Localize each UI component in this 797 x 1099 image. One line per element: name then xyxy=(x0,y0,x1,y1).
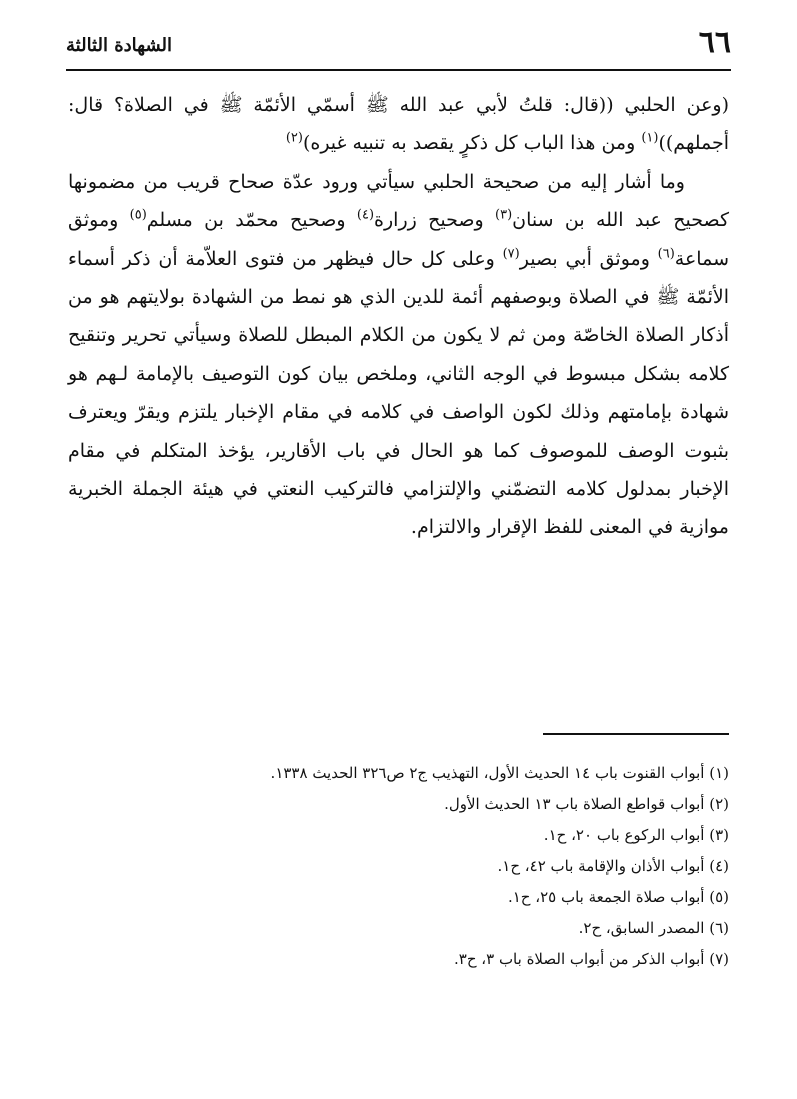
footnote-separator xyxy=(543,733,729,735)
paragraph-quote xyxy=(68,86,729,163)
quote-text-cont: ومن هذا الباب كل ذكرٍ يقصد به تنبيه غيره) xyxy=(302,132,642,155)
discussion-text-5: وموثق أبي بصير xyxy=(519,247,658,270)
discussion-text-4: وموثق سماعة xyxy=(68,209,729,270)
footnote-4: (٤) أبواب الأذان والإقامة باب ٤٢، ح١. xyxy=(497,857,729,875)
footnote-ref-5: (٥) xyxy=(129,207,147,223)
footnote-ref-4: (٤) xyxy=(356,207,375,223)
footnote-6: (٦) المصدر السابق، ح٢. xyxy=(578,919,729,937)
footnote-7: (٧) أبواب الذكر من أبواب الصلاة باب ٣، ح٣. xyxy=(453,950,729,968)
page-header xyxy=(66,26,731,66)
discussion-text-1: وما أشار إليه من صحيحة الحلبي سيأتي ورود عدّة صحاح قريب من مضمونها كصحيح عبد الله بن سنان xyxy=(68,170,730,232)
main-text xyxy=(68,86,729,547)
discussion-text-6: وعلى كل حال فيظهر من فتوى العلاّمة أن ذكر أسماء الأئمّة ﷺ في الصلاة وبوصفهم أئمة للدين الذي هو نمط من الشهادة بولايتهم هو من أذكار الصلاة الخاصّة ومن ثم لا يكون من الكلام المبطل للصلاة وسيأتي تحرير وتنقيح كلامه بشكل مبسوط في الوجه الثاني، وملخص بيان كون التوصيف بالإمامة لـهم هو شهادة بإمامتهم وذلك لكون الواصف في كلامه في مقام الإخبار يلتزم ويقرّ ويعترف بثبوت الوصف للموصوف كما هو الحال في باب الأقارير، يؤخذ المتكلم في مقام الإخبار بمدلول كلامه التضمّني والإلتزامي فالتركيب النعتي في هيئة الجملة الخبرية موازية في المعنى للفظ الإقرار والالتزام. xyxy=(68,247,729,539)
discussion-text-3: وصحيح محمّد بن مسلم xyxy=(146,209,357,232)
running-title: الشهادة الثالثة xyxy=(66,35,173,56)
footnote-1: (١) أبواب القنوت باب ١٤ الحديث الأول، التهذيب ج٢ ص٣٢٦ الحديث ١٣٣٨. xyxy=(270,764,729,782)
footnote-ref-3: (٣) xyxy=(495,207,513,223)
paragraph-discussion xyxy=(68,163,729,547)
footnote-2: (٢) أبواب قواطع الصلاة باب ١٣ الحديث الأول. xyxy=(444,795,729,813)
footnotes xyxy=(68,758,729,975)
quote-text: (وعن الحلبي ((قال: قلتُ لأبي عبد الله ﷺ أسمّي الأئمّة ﷺ في الصلاة؟ قال: أجملهم)) xyxy=(68,94,729,155)
header-rule xyxy=(66,69,731,71)
discussion-text-2: وصحيح زرارة xyxy=(374,209,496,232)
footnote-ref-7: (٧) xyxy=(502,246,520,262)
page-number: ٦٦ xyxy=(698,25,731,60)
footnote-5: (٥) أبواب صلاة الجمعة باب ٢٥، ح١. xyxy=(507,888,729,906)
footnote-3: (٣) أبواب الركوع باب ٢٠، ح١. xyxy=(543,826,729,844)
footnote-ref-6: (٦) xyxy=(657,246,675,262)
footnote-ref-1: (١) xyxy=(641,131,659,147)
footnote-ref-2: (٢) xyxy=(285,131,303,147)
